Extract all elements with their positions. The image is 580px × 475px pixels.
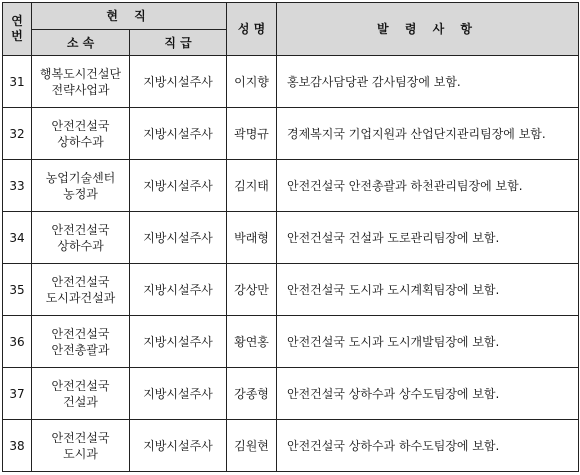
- row-serial-number: 35: [3, 264, 32, 316]
- table-row: [3, 368, 579, 420]
- row-serial-number: 36: [3, 316, 32, 368]
- row-appointment: 안전건설국 도시과 도시개발팀장에 보함.: [277, 316, 579, 368]
- table-row: [3, 264, 579, 316]
- row-grade: 지방시설주사: [130, 368, 227, 420]
- header-serial-number-text: 연번: [11, 14, 23, 43]
- row-grade: 지방시설주사: [130, 420, 227, 472]
- table-row: [3, 108, 579, 160]
- row-department: 안전건설국 상하수과: [32, 108, 130, 160]
- header-current-post: 현 직: [32, 3, 227, 30]
- table-row: [3, 212, 579, 264]
- row-grade: 지방시설주사: [130, 316, 227, 368]
- row-department: 안전건설국 건설과: [32, 368, 130, 420]
- row-serial-number: 32: [3, 108, 32, 160]
- table-row: [3, 56, 579, 108]
- row-grade: 지방시설주사: [130, 212, 227, 264]
- row-appointment: 경제복지국 기업지원과 산업단지관리팀장에 보함.: [277, 108, 579, 160]
- header-department: 소 속: [32, 30, 130, 56]
- row-serial-number: 37: [3, 368, 32, 420]
- row-appointment: 안전건설국 건설과 도로관리팀장에 보함.: [277, 212, 579, 264]
- row-name: 이지향: [227, 56, 277, 108]
- row-department: 안전건설국 도시과: [32, 420, 130, 472]
- table-body: [3, 56, 579, 472]
- row-department: 안전건설국 상하수과: [32, 212, 130, 264]
- header-serial-number: [3, 3, 32, 56]
- header-name: 성 명: [227, 3, 277, 56]
- row-department: 농업기술센터 농정과: [32, 160, 130, 212]
- row-department: 안전건설국 안전총괄과: [32, 316, 130, 368]
- row-grade: 지방시설주사: [130, 56, 227, 108]
- row-name: 황연홍: [227, 316, 277, 368]
- appointment-table: [2, 2, 579, 472]
- row-name: 곽명규: [227, 108, 277, 160]
- table-row: [3, 316, 579, 368]
- row-appointment: 안전건설국 상하수과 상수도팀장에 보함.: [277, 368, 579, 420]
- table-row: [3, 420, 579, 472]
- row-appointment: 안전건설국 도시과 도시계획팀장에 보함.: [277, 264, 579, 316]
- row-name: 김원현: [227, 420, 277, 472]
- row-grade: 지방시설주사: [130, 160, 227, 212]
- row-serial-number: 31: [3, 56, 32, 108]
- row-grade: 지방시설주사: [130, 264, 227, 316]
- row-department: 안전건설국 도시과건설과: [32, 264, 130, 316]
- row-appointment: 홍보감사담당관 감사팀장에 보함.: [277, 56, 579, 108]
- table-header: [3, 3, 579, 56]
- header-grade: 직 급: [130, 30, 227, 56]
- table-row: [3, 160, 579, 212]
- row-name: 강종형: [227, 368, 277, 420]
- row-serial-number: 33: [3, 160, 32, 212]
- row-serial-number: 38: [3, 420, 32, 472]
- row-name: 박래형: [227, 212, 277, 264]
- row-appointment: 안전건설국 상하수과 하수도팀장에 보함.: [277, 420, 579, 472]
- row-department: 행복도시건설단 전략사업과: [32, 56, 130, 108]
- row-name: 김지태: [227, 160, 277, 212]
- row-grade: 지방시설주사: [130, 108, 227, 160]
- header-appointment: 발 령 사 항: [277, 3, 579, 56]
- row-name: 강상만: [227, 264, 277, 316]
- row-serial-number: 34: [3, 212, 32, 264]
- row-appointment: 안전건설국 안전총괄과 하천관리팀장에 보함.: [277, 160, 579, 212]
